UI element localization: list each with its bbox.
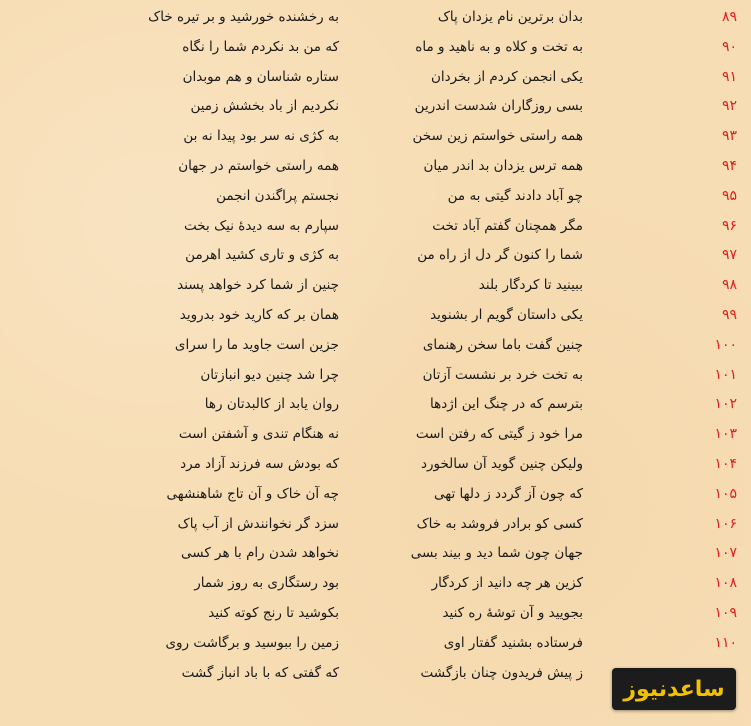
first-hemistich: جهان چون شما دید و بیند بسی xyxy=(410,545,583,562)
verse-row xyxy=(0,153,751,183)
verse-row xyxy=(0,570,751,600)
verse-number: ۹۵ xyxy=(721,187,737,204)
first-hemistich: بجویید و آن توشهٔ ره کنید xyxy=(442,604,583,621)
verse-number: ۹۲ xyxy=(721,98,737,115)
first-hemistich: یکی داستان گویم ار بشنوید xyxy=(430,306,583,323)
second-hemistich: به کژی و تاری کشید اهرمن xyxy=(185,247,339,264)
logo-text: ساعدنیوز xyxy=(623,676,725,702)
verse-row xyxy=(0,540,751,570)
second-hemistich: روان یابد از کالبدتان رها xyxy=(204,396,339,413)
first-hemistich: ببینید تا کردگار بلند xyxy=(478,277,583,294)
first-hemistich: همه ترس یزدان بد اندر میان xyxy=(423,157,583,174)
second-hemistich: نخواهد شدن رام با هر کسی xyxy=(181,545,339,562)
second-hemistich: زمین را ببوسید و برگاشت روی xyxy=(165,634,339,651)
second-hemistich: به کژی نه سر بود پیدا نه بن xyxy=(183,128,339,145)
first-hemistich: کسی کو برادر فروشد به خاک xyxy=(416,515,583,532)
verse-row xyxy=(0,630,751,660)
verse-number: ۹۹ xyxy=(721,306,737,323)
verse-row xyxy=(0,451,751,481)
second-hemistich: ستاره شناسان و هم موبدان xyxy=(182,68,339,85)
verse-number: ۱۱۰ xyxy=(714,634,737,651)
verse-row xyxy=(0,272,751,302)
second-hemistich: بکوشید تا رنج کوته کنید xyxy=(208,604,339,621)
first-hemistich: که چون آز گردد ز دلها تهی xyxy=(433,485,583,502)
second-hemistich: چرا شد چنین دیو انبازتان xyxy=(200,366,339,383)
verse-number: ۱۰۳ xyxy=(714,426,737,443)
first-hemistich: به تخت خرد بر نشست آزتان xyxy=(422,366,583,383)
first-hemistich: ز پیش فریدون چنان بازگشت xyxy=(420,664,583,681)
second-hemistich: به رخشنده خورشید و بر تیره خاک xyxy=(148,9,339,25)
verse-row xyxy=(0,481,751,511)
first-hemistich: همه راستی خواستم زین سخن xyxy=(412,128,583,145)
verse-number: ۱۰۶ xyxy=(714,515,737,532)
second-hemistich: چه آن خاک و آن تاج شاهنشهی xyxy=(166,485,339,502)
first-hemistich: چو آباد دادند گیتی به من xyxy=(447,187,583,204)
second-hemistich: سپارم به سه دیدهٔ نیک بخت xyxy=(184,217,339,234)
cutoff-line-fragment xyxy=(220,712,260,722)
verse-row xyxy=(0,600,751,630)
verse-number: ۱۰۵ xyxy=(714,485,737,502)
verse-row xyxy=(0,391,751,421)
verse-number: ۹۳ xyxy=(721,128,737,145)
verse-row xyxy=(0,421,751,451)
second-hemistich: که بودش سه فرزند آزاد مرد xyxy=(180,455,339,472)
verse-row xyxy=(0,332,751,362)
verse-row xyxy=(0,511,751,541)
verse-number: ۹۴ xyxy=(721,157,737,174)
verse-number: ۹۶ xyxy=(721,217,737,234)
verse-row xyxy=(0,302,751,332)
verse-number: ۱۰۹ xyxy=(714,604,737,621)
first-hemistich: یکی انجمن کردم از بخردان xyxy=(430,68,583,85)
first-hemistich: چنین گفت باما سخن رهنمای xyxy=(422,336,583,353)
verse-row xyxy=(0,123,751,153)
second-hemistich: همان بر که کارید خود بدروید xyxy=(179,306,339,323)
verse-row xyxy=(0,242,751,272)
second-hemistich: بود رستگاری به روز شمار xyxy=(194,575,339,592)
first-hemistich: فرستاده بشنید گفتار اوی xyxy=(443,634,583,651)
verse-number: ۱۰۴ xyxy=(714,455,737,472)
verse-number: ۹۸ xyxy=(721,277,737,294)
first-hemistich: شما را کنون گر دل از راه من xyxy=(417,247,583,264)
verse-number: ۱۰۲ xyxy=(714,396,737,413)
verse-row xyxy=(0,34,751,64)
second-hemistich: که گفتی که با باد انباز گشت xyxy=(181,664,339,681)
second-hemistich: نجستم پراگندن انجمن xyxy=(216,187,339,204)
second-hemistich: سزد گر نخوانندش از آب پاک xyxy=(177,515,339,532)
site-logo[interactable] xyxy=(612,668,736,710)
verse-number: ۹۰ xyxy=(721,38,737,55)
first-hemistich: به تخت و کلاه و به ناهید و ماه xyxy=(415,38,583,55)
verse-row xyxy=(0,64,751,94)
verse-number: ۱۰۸ xyxy=(714,575,737,592)
first-hemistich: بترسم که در چنگ این اژدها xyxy=(429,396,583,413)
second-hemistich: جزین است جاوید ما را سرای xyxy=(174,336,339,353)
first-hemistich: ولیکن چنین گوید آن سالخورد xyxy=(420,455,583,472)
second-hemistich: نکردیم از باد بخشش زمین xyxy=(190,98,339,115)
poem-table xyxy=(0,4,751,689)
verse-number: ۹۱ xyxy=(721,68,737,85)
verse-row xyxy=(0,362,751,392)
second-hemistich: نه هنگام تندی و آشفتن است xyxy=(178,426,339,443)
second-hemistich: چنین از شما کرد خواهد پسند xyxy=(177,277,339,294)
first-hemistich: مرا خود ز گیتی که رفتن است xyxy=(415,426,583,443)
verse-number: ۹۷ xyxy=(721,247,737,264)
first-hemistich: کزین هر چه دانید از کردگار xyxy=(431,575,583,592)
verse-number: ۱۰۱ xyxy=(714,366,737,383)
verse-number: ۱۰۷ xyxy=(714,545,737,562)
first-hemistich: بدان برترین نام یزدان پاک xyxy=(437,9,583,25)
second-hemistich: همه راستی خواستم در جهان xyxy=(178,157,339,174)
verse-number: ۱۰۰ xyxy=(714,336,737,353)
first-hemistich: مگر همچنان گفتم آباد تخت xyxy=(432,217,583,234)
verse-row xyxy=(0,213,751,243)
verse-row xyxy=(0,93,751,123)
verse-number: ۸۹ xyxy=(721,9,737,25)
verse-row xyxy=(0,183,751,213)
second-hemistich: که من بد نکردم شما را نگاه xyxy=(182,38,339,55)
first-hemistich: بسی روزگاران شدست اندرین xyxy=(414,98,583,115)
verse-row xyxy=(0,4,751,34)
